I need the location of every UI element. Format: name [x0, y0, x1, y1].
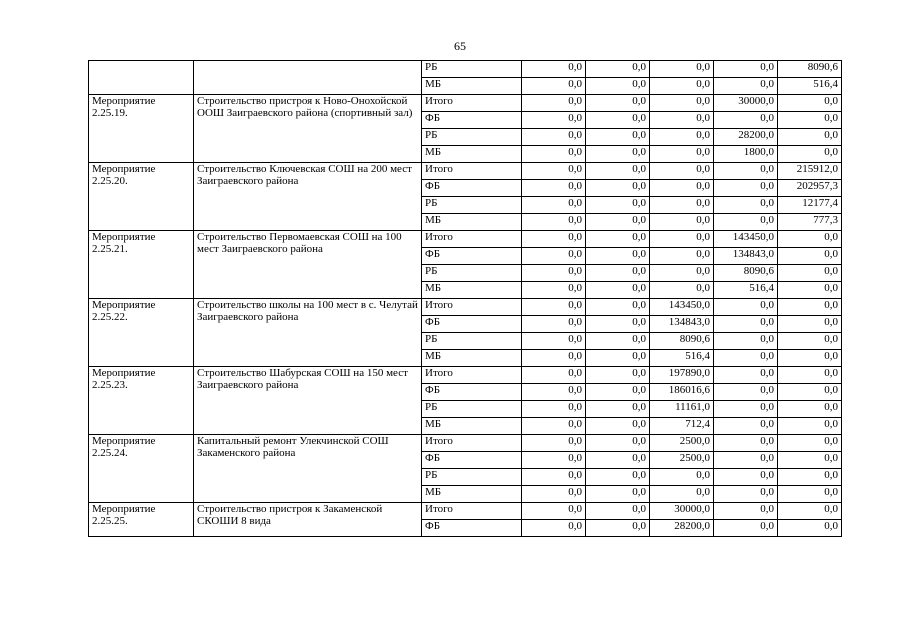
- funding-source-cell: РБ: [422, 61, 522, 78]
- table-row: [89, 299, 842, 316]
- amount-cell: 0,0: [522, 163, 586, 180]
- funding-source-cell: ФБ: [422, 112, 522, 129]
- amount-cell: 143450,0: [714, 231, 778, 248]
- funding-source-cell: Итого: [422, 95, 522, 112]
- amount-cell: 516,4: [778, 78, 842, 95]
- funding-source-cell: МБ: [422, 418, 522, 435]
- amount-cell: 0,0: [586, 503, 650, 520]
- amount-cell: 0,0: [586, 163, 650, 180]
- measure-name-cell: Строительство пристроя к Ново-Онохойской ООШ Заиграевского района (спортивный зал): [194, 95, 422, 163]
- amount-cell: 0,0: [522, 333, 586, 350]
- amount-cell: 0,0: [778, 282, 842, 299]
- amount-cell: 0,0: [522, 265, 586, 282]
- amount-cell: 0,0: [650, 180, 714, 197]
- amount-cell: 0,0: [586, 401, 650, 418]
- amount-cell: 0,0: [778, 146, 842, 163]
- amount-cell: 0,0: [714, 180, 778, 197]
- amount-cell: 0,0: [522, 146, 586, 163]
- amount-cell: 0,0: [778, 401, 842, 418]
- amount-cell: 0,0: [586, 486, 650, 503]
- amount-cell: 0,0: [586, 520, 650, 537]
- amount-cell: 0,0: [714, 333, 778, 350]
- amount-cell: 0,0: [650, 95, 714, 112]
- table-row: [89, 231, 842, 248]
- amount-cell: 0,0: [522, 180, 586, 197]
- table-row: [89, 163, 842, 180]
- amount-cell: 0,0: [650, 265, 714, 282]
- amount-cell: 8090,6: [650, 333, 714, 350]
- amount-cell: 0,0: [586, 469, 650, 486]
- table-row: [89, 61, 842, 78]
- measure-code-cell: Мероприятие 2.25.23.: [89, 367, 194, 435]
- amount-cell: 0,0: [778, 452, 842, 469]
- amount-cell: 0,0: [778, 435, 842, 452]
- amount-cell: 0,0: [586, 350, 650, 367]
- table-row: [89, 435, 842, 452]
- amount-cell: 0,0: [586, 282, 650, 299]
- amount-cell: 0,0: [650, 112, 714, 129]
- amount-cell: 0,0: [586, 316, 650, 333]
- funding-source-cell: РБ: [422, 129, 522, 146]
- measure-name-cell: Строительство школы на 100 мест в с. Челутай Заиграевского района: [194, 299, 422, 367]
- amount-cell: 0,0: [714, 214, 778, 231]
- amount-cell: 0,0: [522, 61, 586, 78]
- amount-cell: 0,0: [714, 469, 778, 486]
- amount-cell: 0,0: [714, 503, 778, 520]
- amount-cell: 0,0: [522, 299, 586, 316]
- amount-cell: 0,0: [714, 316, 778, 333]
- funding-source-cell: РБ: [422, 401, 522, 418]
- funding-source-cell: ФБ: [422, 180, 522, 197]
- page-number: 65: [454, 39, 466, 53]
- amount-cell: 0,0: [586, 265, 650, 282]
- amount-cell: 0,0: [650, 61, 714, 78]
- measure-code-cell: Мероприятие 2.25.24.: [89, 435, 194, 503]
- amount-cell: 0,0: [522, 469, 586, 486]
- amount-cell: 30000,0: [714, 95, 778, 112]
- amount-cell: 1800,0: [714, 146, 778, 163]
- amount-cell: 0,0: [586, 61, 650, 78]
- amount-cell: 0,0: [522, 418, 586, 435]
- amount-cell: 30000,0: [650, 503, 714, 520]
- measure-code-cell: Мероприятие 2.25.19.: [89, 95, 194, 163]
- amount-cell: 0,0: [650, 469, 714, 486]
- amount-cell: 0,0: [522, 435, 586, 452]
- amount-cell: 0,0: [650, 486, 714, 503]
- amount-cell: 143450,0: [650, 299, 714, 316]
- amount-cell: 0,0: [778, 95, 842, 112]
- amount-cell: 0,0: [714, 78, 778, 95]
- measure-name-cell: Строительство Первомаевская СОШ на 100 мест Заиграевского района: [194, 231, 422, 299]
- amount-cell: 0,0: [714, 418, 778, 435]
- amount-cell: 0,0: [778, 367, 842, 384]
- amount-cell: 0,0: [778, 333, 842, 350]
- amount-cell: 0,0: [522, 384, 586, 401]
- funding-source-cell: ФБ: [422, 384, 522, 401]
- funding-source-cell: ФБ: [422, 520, 522, 537]
- amount-cell: 0,0: [778, 520, 842, 537]
- amount-cell: 0,0: [778, 248, 842, 265]
- amount-cell: 0,0: [586, 146, 650, 163]
- amount-cell: 0,0: [586, 418, 650, 435]
- amount-cell: 2500,0: [650, 452, 714, 469]
- amount-cell: 0,0: [778, 418, 842, 435]
- funding-source-cell: ФБ: [422, 316, 522, 333]
- budget-table: [88, 60, 842, 537]
- funding-source-cell: Итого: [422, 299, 522, 316]
- amount-cell: 186016,6: [650, 384, 714, 401]
- amount-cell: 0,0: [714, 61, 778, 78]
- amount-cell: 0,0: [522, 401, 586, 418]
- amount-cell: 0,0: [522, 282, 586, 299]
- amount-cell: 0,0: [714, 112, 778, 129]
- amount-cell: 197890,0: [650, 367, 714, 384]
- funding-source-cell: ФБ: [422, 248, 522, 265]
- funding-source-cell: МБ: [422, 282, 522, 299]
- amount-cell: 8090,6: [714, 265, 778, 282]
- amount-cell: 0,0: [714, 452, 778, 469]
- amount-cell: 0,0: [522, 214, 586, 231]
- funding-source-cell: МБ: [422, 78, 522, 95]
- measure-code-cell: Мероприятие 2.25.22.: [89, 299, 194, 367]
- table-row: [89, 367, 842, 384]
- measure-name-cell: Строительство Шабурская СОШ на 150 мест Заиграевского района: [194, 367, 422, 435]
- amount-cell: 28200,0: [650, 520, 714, 537]
- measure-code-cell: [89, 61, 194, 95]
- amount-cell: 0,0: [778, 129, 842, 146]
- amount-cell: 0,0: [522, 129, 586, 146]
- amount-cell: 0,0: [714, 401, 778, 418]
- amount-cell: 0,0: [778, 231, 842, 248]
- amount-cell: 12177,4: [778, 197, 842, 214]
- amount-cell: 0,0: [586, 214, 650, 231]
- budget-table-body: [89, 61, 842, 537]
- funding-source-cell: Итого: [422, 435, 522, 452]
- amount-cell: 0,0: [522, 112, 586, 129]
- amount-cell: 0,0: [778, 503, 842, 520]
- amount-cell: 0,0: [586, 435, 650, 452]
- funding-source-cell: Итого: [422, 367, 522, 384]
- amount-cell: 0,0: [778, 265, 842, 282]
- amount-cell: 0,0: [522, 316, 586, 333]
- amount-cell: 0,0: [586, 452, 650, 469]
- funding-source-cell: МБ: [422, 350, 522, 367]
- amount-cell: 0,0: [522, 486, 586, 503]
- measure-name-cell: Капитальный ремонт Улекчинской СОШ Закаменского района: [194, 435, 422, 503]
- measure-name-cell: [194, 61, 422, 95]
- amount-cell: 0,0: [778, 112, 842, 129]
- amount-cell: 0,0: [650, 78, 714, 95]
- amount-cell: 215912,0: [778, 163, 842, 180]
- measure-code-cell: Мероприятие 2.25.21.: [89, 231, 194, 299]
- funding-source-cell: РБ: [422, 197, 522, 214]
- measure-name-cell: Строительство пристроя к Закаменской СКОШИ 8 вида: [194, 503, 422, 537]
- amount-cell: 0,0: [522, 231, 586, 248]
- amount-cell: 0,0: [522, 367, 586, 384]
- amount-cell: 0,0: [650, 129, 714, 146]
- amount-cell: 0,0: [778, 384, 842, 401]
- amount-cell: 0,0: [778, 299, 842, 316]
- amount-cell: 0,0: [586, 367, 650, 384]
- amount-cell: 0,0: [586, 231, 650, 248]
- amount-cell: 0,0: [650, 146, 714, 163]
- amount-cell: 0,0: [714, 367, 778, 384]
- amount-cell: 0,0: [522, 248, 586, 265]
- amount-cell: 0,0: [522, 452, 586, 469]
- funding-source-cell: Итого: [422, 163, 522, 180]
- funding-source-cell: ФБ: [422, 452, 522, 469]
- amount-cell: 0,0: [778, 486, 842, 503]
- amount-cell: 0,0: [714, 299, 778, 316]
- amount-cell: 2500,0: [650, 435, 714, 452]
- funding-source-cell: РБ: [422, 333, 522, 350]
- funding-source-cell: Итого: [422, 231, 522, 248]
- amount-cell: 0,0: [778, 350, 842, 367]
- amount-cell: 0,0: [586, 333, 650, 350]
- amount-cell: 202957,3: [778, 180, 842, 197]
- funding-source-cell: МБ: [422, 486, 522, 503]
- amount-cell: 0,0: [778, 469, 842, 486]
- funding-source-cell: РБ: [422, 265, 522, 282]
- amount-cell: 0,0: [586, 384, 650, 401]
- amount-cell: 0,0: [586, 112, 650, 129]
- amount-cell: 0,0: [586, 248, 650, 265]
- table-row: [89, 95, 842, 112]
- funding-source-cell: Итого: [422, 503, 522, 520]
- amount-cell: 712,4: [650, 418, 714, 435]
- amount-cell: 0,0: [650, 197, 714, 214]
- amount-cell: 0,0: [586, 299, 650, 316]
- funding-source-cell: МБ: [422, 214, 522, 231]
- amount-cell: 0,0: [714, 163, 778, 180]
- amount-cell: 0,0: [522, 350, 586, 367]
- amount-cell: 0,0: [714, 197, 778, 214]
- amount-cell: 777,3: [778, 214, 842, 231]
- amount-cell: 0,0: [650, 231, 714, 248]
- amount-cell: 516,4: [650, 350, 714, 367]
- amount-cell: 0,0: [650, 163, 714, 180]
- amount-cell: 516,4: [714, 282, 778, 299]
- amount-cell: 8090,6: [778, 61, 842, 78]
- amount-cell: 0,0: [714, 486, 778, 503]
- amount-cell: 0,0: [586, 129, 650, 146]
- amount-cell: 0,0: [714, 520, 778, 537]
- amount-cell: 134843,0: [650, 316, 714, 333]
- table-row: [89, 503, 842, 520]
- measure-code-cell: Мероприятие 2.25.25.: [89, 503, 194, 537]
- amount-cell: 0,0: [650, 248, 714, 265]
- amount-cell: 0,0: [650, 282, 714, 299]
- funding-source-cell: МБ: [422, 146, 522, 163]
- amount-cell: 0,0: [778, 316, 842, 333]
- amount-cell: 134843,0: [714, 248, 778, 265]
- measure-code-cell: Мероприятие 2.25.20.: [89, 163, 194, 231]
- amount-cell: 0,0: [714, 350, 778, 367]
- funding-source-cell: РБ: [422, 469, 522, 486]
- amount-cell: 0,0: [714, 435, 778, 452]
- measure-name-cell: Строительство Ключевская СОШ на 200 мест Заиграевского района: [194, 163, 422, 231]
- amount-cell: 0,0: [586, 95, 650, 112]
- amount-cell: 0,0: [586, 197, 650, 214]
- amount-cell: 0,0: [522, 503, 586, 520]
- amount-cell: 0,0: [586, 78, 650, 95]
- amount-cell: 28200,0: [714, 129, 778, 146]
- amount-cell: 0,0: [650, 214, 714, 231]
- amount-cell: 0,0: [586, 180, 650, 197]
- amount-cell: 0,0: [522, 78, 586, 95]
- amount-cell: 11161,0: [650, 401, 714, 418]
- amount-cell: 0,0: [522, 520, 586, 537]
- amount-cell: 0,0: [522, 95, 586, 112]
- amount-cell: 0,0: [714, 384, 778, 401]
- amount-cell: 0,0: [522, 197, 586, 214]
